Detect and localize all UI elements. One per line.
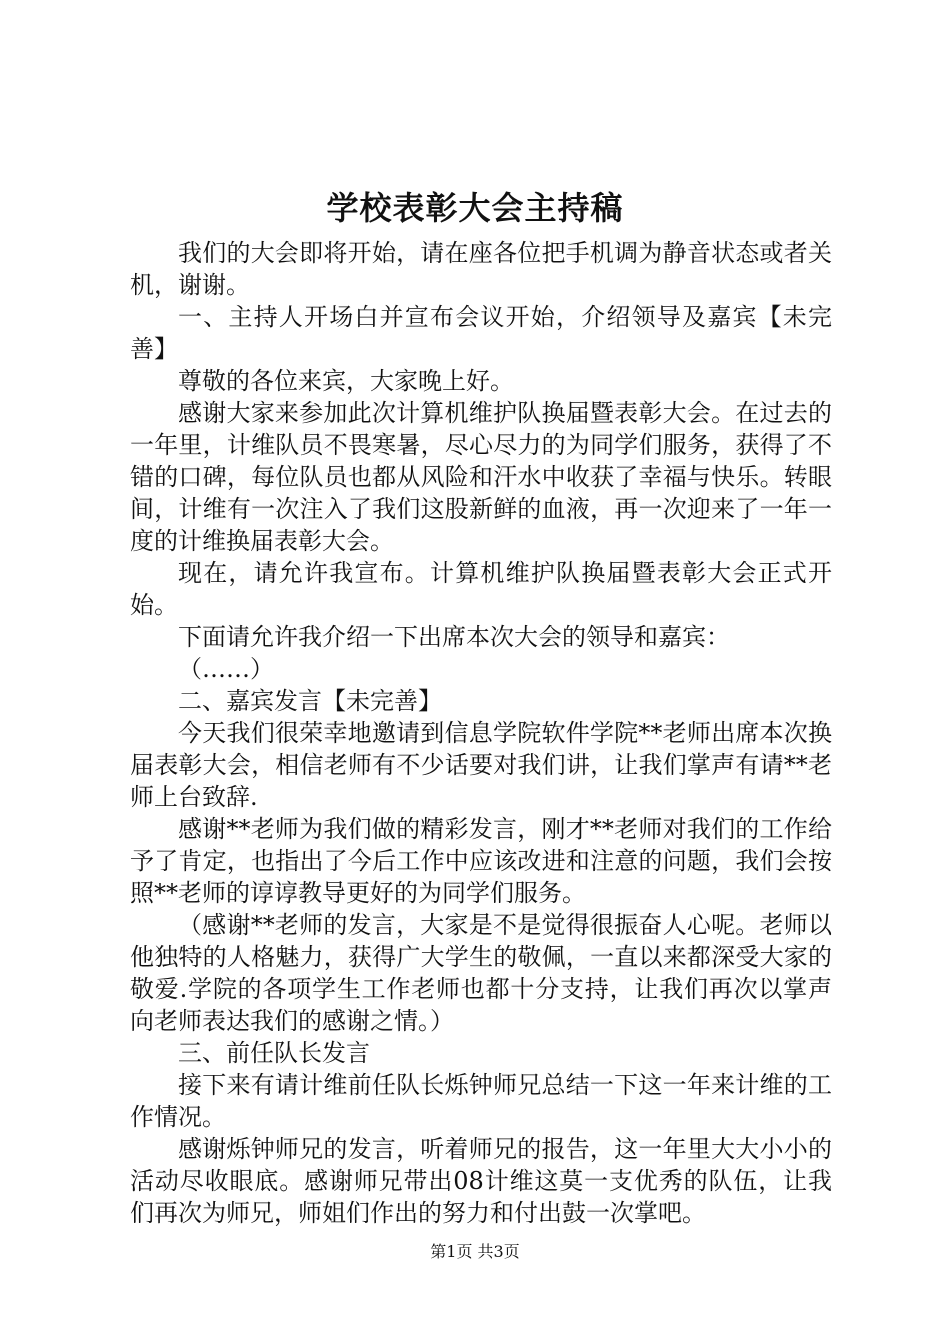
document-title: 学校表彰大会主持稿: [326, 189, 624, 227]
paragraph: 感谢大家来参加此次计算机维护队换届暨表彰大会。在过去的一年里，计维队员不畏寒暑，尽心尽力的为同学们服务，获得了不错的口碑，每位队员也都从风险和汗水中收获了幸福与快乐。转眼间，计维有一次注入了我们这股新鲜的血液，再一次迎来了一年一度的计维换届表彰大会。: [130, 399, 832, 555]
paragraph: 感谢烁钟师兄的发言，听着师兄的报告，这一年里大大小小的活动尽收眼底。感谢师兄带出08计维这莫一支优秀的队伍，让我们再次为师兄，师姐们作出的努力和付出鼓一次掌吧。: [130, 1135, 832, 1227]
paragraph: （感谢**老师的发言，大家是不是觉得很振奋人心呢。老师以他独特的人格魅力，获得广大学生的敬佩，一直以来都深受大家的敬爱.学院的各项学生工作老师也都十分支持，让我们再次以掌声向老师表达我们的感谢之情。）: [130, 911, 832, 1035]
paragraph: 下面请允许我介绍一下出席本次大会的领导和嘉宾：: [178, 623, 730, 651]
paragraph: 一、主持人开场白并宣布会议开始，介绍领导及嘉宾【未完善】: [130, 303, 832, 363]
paragraph: 感谢**老师为我们做的精彩发言，刚才**老师对我们的工作给予了肯定，也指出了今后工作中应该改进和注意的问题，我们会按照**老师的谆谆教导更好的为同学们服务。: [130, 815, 832, 907]
paragraph: （……）: [178, 655, 274, 683]
section-heading: 二、嘉宾发言【未完善】: [178, 687, 442, 715]
paragraph: 尊敬的各位来宾，大家晚上好。: [178, 367, 514, 395]
page-footer: 第1页 共3页: [430, 1242, 520, 1261]
paragraph: 接下来有请计维前任队长烁钟师兄总结一下这一年来计维的工作情况。: [130, 1071, 832, 1131]
paragraph: 我们的大会即将开始，请在座各位把手机调为静音状态或者关机，谢谢。: [130, 239, 832, 299]
document-body: [130, 237, 832, 1229]
paragraph: 现在，请允许我宣布。计算机维护队换届暨表彰大会正式开始。: [130, 559, 832, 619]
section-heading: 三、前任队长发言: [178, 1039, 370, 1067]
paragraph: 今天我们很荣幸地邀请到信息学院软件学院**老师出席本次换届表彰大会，相信老师有不少话要对我们讲，让我们掌声有请**老师上台致辞.: [130, 719, 832, 811]
